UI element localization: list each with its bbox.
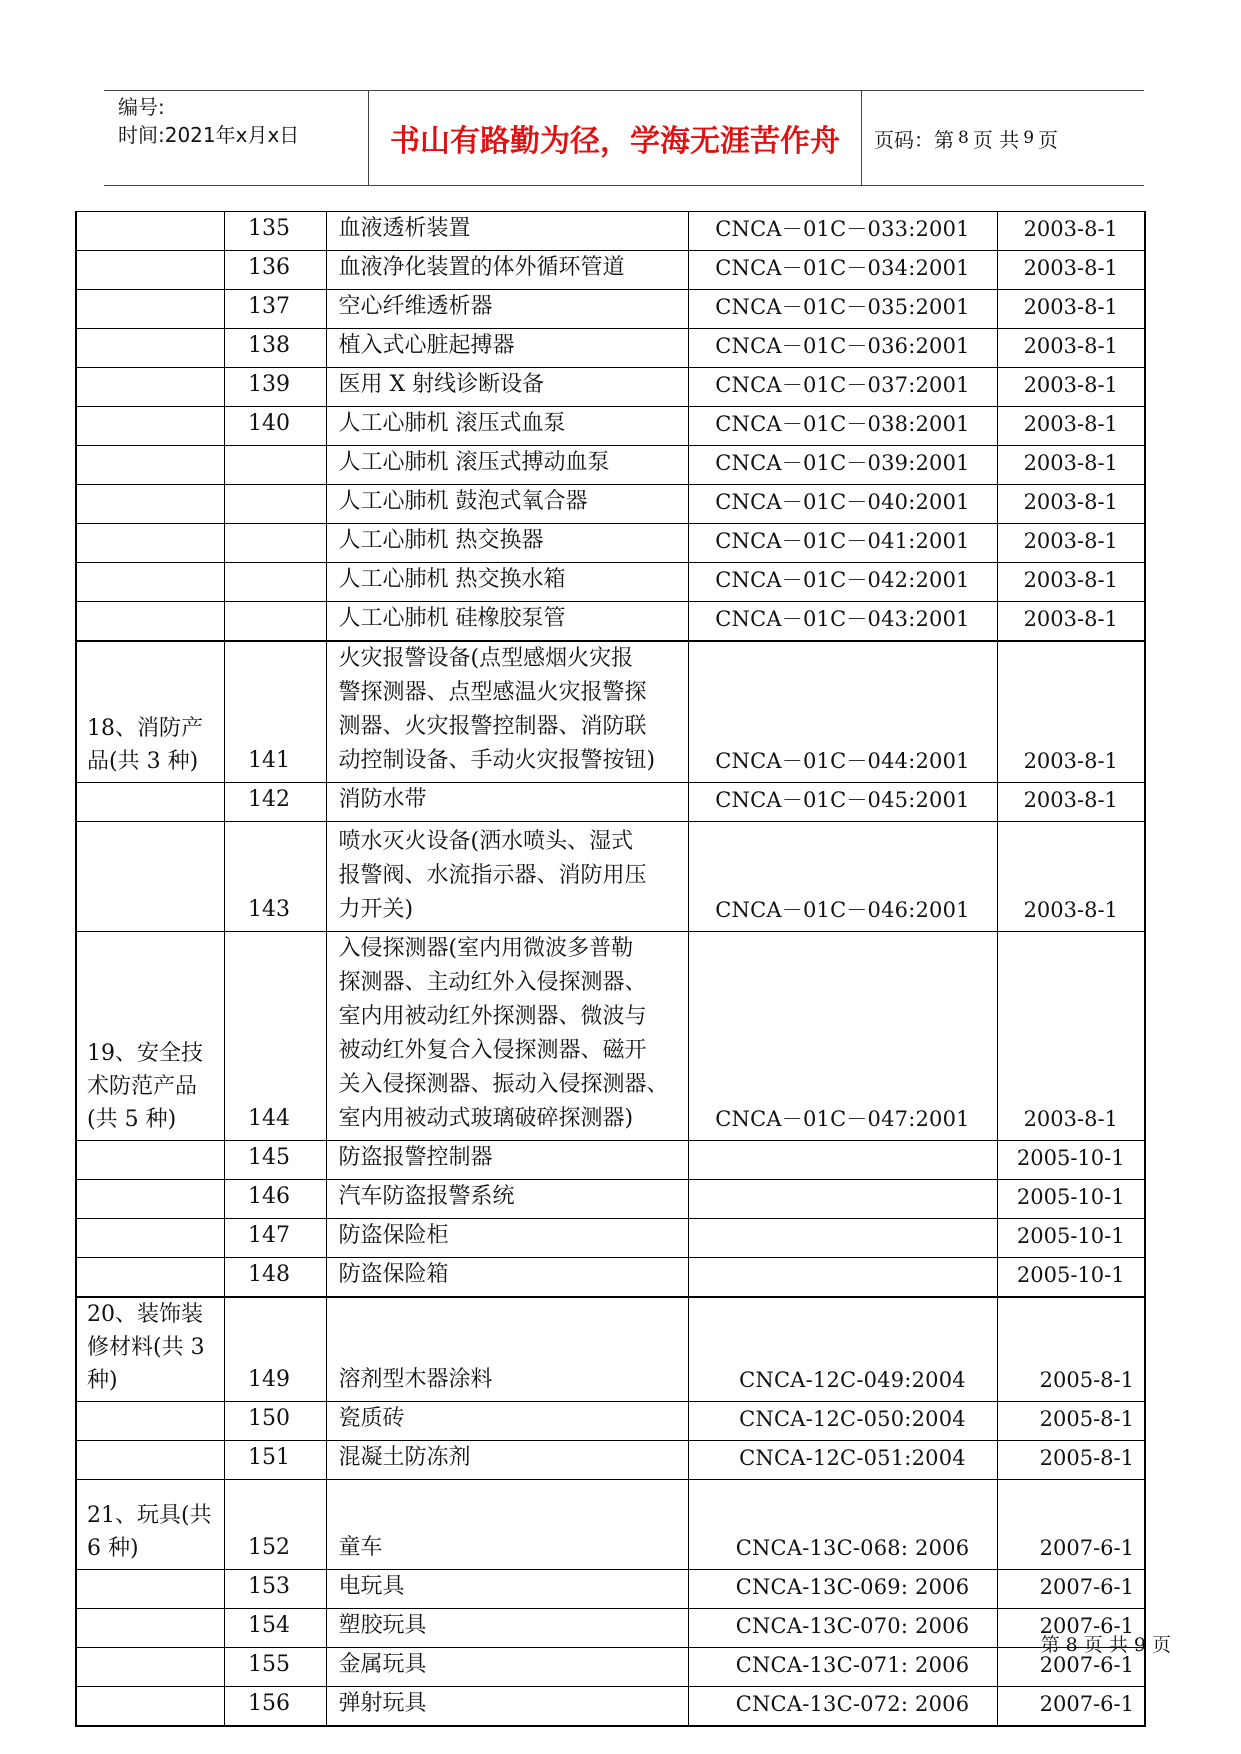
- product-name-cell: [326, 1141, 688, 1180]
- standard-code-cell: CNCA－01C－046:2001: [688, 822, 997, 932]
- table-row: [76, 1180, 1145, 1219]
- table-row: [76, 1141, 1145, 1180]
- effective-date-cell: 2007-6-1: [997, 1570, 1145, 1609]
- item-number-cell: 145: [224, 1141, 326, 1180]
- standard-code-cell: [688, 1180, 997, 1219]
- product-name-cell: [326, 1441, 688, 1480]
- product-name-cell: [326, 524, 688, 563]
- item-number-cell: 138: [224, 329, 326, 368]
- product-name-cell: [326, 1609, 688, 1648]
- product-name-line: 喷水灭火设备(洒水喷头、湿式: [338, 829, 634, 854]
- product-name-line: 植入式心脏起搏器: [338, 333, 515, 358]
- category-cell: [76, 783, 224, 822]
- product-name-line: 溶剂型木器涂料: [338, 1367, 493, 1392]
- table-row: [76, 290, 1145, 329]
- standard-code-cell: CNCA－01C－044:2001: [688, 641, 997, 783]
- category-cell: [76, 1180, 224, 1219]
- item-number-cell: 148: [224, 1258, 326, 1298]
- page-prefix: 页码：第: [874, 127, 954, 152]
- effective-date-cell: 2003-8-1: [997, 641, 1145, 783]
- standard-code-cell: CNCA－01C－042:2001: [688, 563, 997, 602]
- effective-date-cell: 2005-10-1: [997, 1219, 1145, 1258]
- table-row: [76, 446, 1145, 485]
- item-number-cell: 143: [224, 822, 326, 932]
- effective-date-cell: 2003-8-1: [997, 783, 1145, 822]
- product-name-cell: [326, 932, 688, 1141]
- product-name-cell: [326, 563, 688, 602]
- item-number-cell: [224, 524, 326, 563]
- item-number-cell: 153: [224, 1570, 326, 1609]
- table-row: [76, 1480, 1145, 1570]
- product-table: [75, 211, 1146, 1727]
- category-cell: [76, 1609, 224, 1648]
- table-row: [76, 1219, 1145, 1258]
- standard-code-cell: CNCA-13C-069: 2006: [688, 1570, 997, 1609]
- table-row: [76, 524, 1145, 563]
- standard-code-cell: CNCA－01C－039:2001: [688, 446, 997, 485]
- table-row: [76, 932, 1145, 1141]
- document-code-label: 编号:: [118, 95, 165, 119]
- category-cell: [76, 524, 224, 563]
- table-row: [76, 1648, 1145, 1687]
- effective-date-cell: 2003-8-1: [997, 446, 1145, 485]
- table-row: [76, 563, 1145, 602]
- category-cell: 20、装饰装修材料(共 3 种): [76, 1297, 224, 1402]
- page-current: 8: [958, 128, 969, 148]
- category-cell: [76, 1402, 224, 1441]
- effective-date-cell: 2007-6-1: [997, 1687, 1145, 1727]
- item-number-cell: 135: [224, 212, 326, 251]
- category-cell: [76, 212, 224, 251]
- product-name-cell: [326, 602, 688, 642]
- product-name-cell: [326, 1402, 688, 1441]
- page-header: [104, 90, 1144, 186]
- product-name-line: 火灾报警设备(点型感烟火灾报: [338, 646, 634, 671]
- item-number-cell: 149: [224, 1297, 326, 1402]
- table-row: [76, 251, 1145, 290]
- table-row: [76, 602, 1145, 642]
- category-cell: [76, 563, 224, 602]
- effective-date-cell: 2003-8-1: [997, 329, 1145, 368]
- effective-date-cell: 2003-8-1: [997, 524, 1145, 563]
- product-name-cell: [326, 1648, 688, 1687]
- standard-code-cell: CNCA－01C－037:2001: [688, 368, 997, 407]
- category-cell: [76, 1219, 224, 1258]
- standard-code-cell: CNCA-13C-070: 2006: [688, 1609, 997, 1648]
- product-name-line: 室内用被动红外探测器、微波与: [338, 1004, 647, 1029]
- standard-code-cell: CNCA-13C-072: 2006: [688, 1687, 997, 1727]
- effective-date-cell: 2003-8-1: [997, 290, 1145, 329]
- product-table-body: [76, 212, 1145, 1727]
- item-number-cell: [224, 485, 326, 524]
- category-cell: [76, 1441, 224, 1480]
- effective-date-cell: 2005-8-1: [997, 1441, 1145, 1480]
- table-row: [76, 1441, 1145, 1480]
- product-name-line: 防盗保险箱: [338, 1262, 449, 1287]
- product-name-cell: [326, 485, 688, 524]
- item-number-cell: [224, 602, 326, 642]
- category-cell: [76, 1648, 224, 1687]
- table-row: [76, 1402, 1145, 1441]
- product-name-line: 人工心肺机 热交换器: [338, 528, 544, 553]
- effective-date-cell: 2003-8-1: [997, 485, 1145, 524]
- table-row: [76, 1609, 1145, 1648]
- table-row: [76, 822, 1145, 932]
- effective-date-cell: 2003-8-1: [997, 563, 1145, 602]
- product-name-cell: [326, 212, 688, 251]
- standard-code-cell: CNCA－01C－035:2001: [688, 290, 997, 329]
- item-number-cell: 144: [224, 932, 326, 1141]
- table-row: [76, 407, 1145, 446]
- table-row: [76, 1258, 1145, 1298]
- item-number-cell: 137: [224, 290, 326, 329]
- effective-date-cell: 2005-10-1: [997, 1141, 1145, 1180]
- item-number-cell: 136: [224, 251, 326, 290]
- product-name-line: 报警阀、水流指示器、消防用压: [338, 863, 647, 888]
- standard-code-cell: CNCA-12C-050:2004: [688, 1402, 997, 1441]
- product-name-cell: [326, 1297, 688, 1402]
- product-name-line: 电玩具: [338, 1574, 405, 1599]
- product-name-line: 入侵探测器(室内用微波多普勒: [338, 936, 634, 961]
- effective-date-cell: 2007-6-1: [997, 1648, 1145, 1687]
- category-cell: 18、消防产品(共 3 种): [76, 641, 224, 783]
- product-name-line: 力开关): [338, 897, 414, 922]
- product-name-line: 消防水带: [338, 787, 427, 812]
- category-cell: [76, 446, 224, 485]
- product-name-line: 混凝土防冻剂: [338, 1445, 471, 1470]
- product-name-cell: [326, 1219, 688, 1258]
- standard-code-cell: CNCA-13C-071: 2006: [688, 1648, 997, 1687]
- product-name-line: 塑胶玩具: [338, 1613, 427, 1638]
- page-suffix: 页: [1038, 127, 1059, 152]
- product-name-line: 防盗保险柜: [338, 1223, 449, 1248]
- product-name-line: 防盗报警控制器: [338, 1145, 493, 1170]
- category-cell: [76, 602, 224, 642]
- product-name-line: 汽车防盗报警系统: [338, 1184, 515, 1209]
- product-name-cell: [326, 822, 688, 932]
- item-number-cell: 139: [224, 368, 326, 407]
- effective-date-cell: 2005-8-1: [997, 1297, 1145, 1402]
- product-name-line: 医用 X 射线诊断设备: [338, 372, 545, 397]
- product-name-cell: [326, 290, 688, 329]
- standard-code-cell: CNCA－01C－033:2001: [688, 212, 997, 251]
- product-name-line: 空心纤维透析器: [338, 294, 493, 319]
- item-number-cell: 154: [224, 1609, 326, 1648]
- item-number-cell: 155: [224, 1648, 326, 1687]
- product-name-cell: [326, 641, 688, 783]
- table-row: [76, 1297, 1145, 1402]
- product-name-line: 人工心肺机 鼓泡式氧合器: [338, 489, 588, 514]
- standard-code-cell: CNCA－01C－036:2001: [688, 329, 997, 368]
- header-meta: [118, 93, 364, 149]
- header-divider: [861, 91, 862, 185]
- table-row: [76, 368, 1145, 407]
- product-name-line: 童车: [338, 1535, 383, 1560]
- standard-code-cell: CNCA－01C－038:2001: [688, 407, 997, 446]
- item-number-cell: [224, 446, 326, 485]
- product-name-cell: [326, 446, 688, 485]
- product-name-cell: [326, 329, 688, 368]
- effective-date-cell: 2003-8-1: [997, 407, 1145, 446]
- item-number-cell: 146: [224, 1180, 326, 1219]
- product-name-line: 探测器、主动红外入侵探测器、: [338, 970, 647, 995]
- effective-date-cell: 2003-8-1: [997, 932, 1145, 1141]
- product-name-cell: [326, 1480, 688, 1570]
- product-name-line: 弹射玩具: [338, 1691, 427, 1716]
- product-name-cell: [326, 1180, 688, 1219]
- item-number-cell: 141: [224, 641, 326, 783]
- category-cell: [76, 1687, 224, 1727]
- category-cell: [76, 290, 224, 329]
- category-cell: [76, 1258, 224, 1298]
- effective-date-cell: 2003-8-1: [997, 602, 1145, 642]
- product-name-line: 人工心肺机 滚压式血泵: [338, 411, 566, 436]
- item-number-cell: 152: [224, 1480, 326, 1570]
- standard-code-cell: [688, 1141, 997, 1180]
- table-row: [76, 783, 1145, 822]
- header-motto: 书山有路勤为径，学海无涯苦作舟: [390, 124, 840, 159]
- standard-code-cell: [688, 1258, 997, 1298]
- product-name-line: 人工心肺机 滚压式搏动血泵: [338, 450, 610, 475]
- product-name-line: 瓷质砖: [338, 1406, 405, 1431]
- standard-code-cell: CNCA－01C－040:2001: [688, 485, 997, 524]
- table-row: [76, 641, 1145, 783]
- effective-date-cell: 2003-8-1: [997, 212, 1145, 251]
- effective-date-cell: 2005-10-1: [997, 1180, 1145, 1219]
- category-cell: [76, 1570, 224, 1609]
- item-number-cell: 147: [224, 1219, 326, 1258]
- category-cell: [76, 251, 224, 290]
- category-cell: 19、安全技术防范产品(共 5 种): [76, 932, 224, 1141]
- standard-code-cell: CNCA－01C－045:2001: [688, 783, 997, 822]
- effective-date-cell: 2007-6-1: [997, 1480, 1145, 1570]
- standard-code-cell: CNCA－01C－047:2001: [688, 932, 997, 1141]
- product-name-line: 血液透析装置: [338, 216, 471, 241]
- effective-date-cell: 2003-8-1: [997, 822, 1145, 932]
- product-name-line: 金属玩具: [338, 1652, 427, 1677]
- product-name-cell: [326, 368, 688, 407]
- table-row: [76, 212, 1145, 251]
- product-name-cell: [326, 1258, 688, 1298]
- product-name-line: 血液净化装置的体外循环管道: [338, 255, 625, 280]
- effective-date-cell: 2005-8-1: [997, 1402, 1145, 1441]
- product-name-line: 警探测器、点型感温火灾报警探: [338, 680, 647, 705]
- product-name-line: 人工心肺机 硅橡胶泵管: [338, 606, 566, 631]
- category-cell: [76, 407, 224, 446]
- standard-code-cell: [688, 1219, 997, 1258]
- category-cell: [76, 1141, 224, 1180]
- category-cell: [76, 485, 224, 524]
- product-name-line: 关入侵探测器、振动入侵探测器、: [338, 1072, 669, 1097]
- header-page-indicator: [874, 91, 1058, 185]
- table-row: [76, 1570, 1145, 1609]
- product-name-cell: [326, 1570, 688, 1609]
- page-footer: 第 8 页 共 9 页: [1040, 1634, 1171, 1656]
- document-time: 时间:2021年x月x日: [118, 123, 300, 147]
- item-number-cell: 156: [224, 1687, 326, 1727]
- effective-date-cell: 2007-6-1: [997, 1609, 1145, 1648]
- item-number-cell: 142: [224, 783, 326, 822]
- item-number-cell: 140: [224, 407, 326, 446]
- standard-code-cell: CNCA-12C-049:2004: [688, 1297, 997, 1402]
- table-row: [76, 485, 1145, 524]
- effective-date-cell: 2003-8-1: [997, 368, 1145, 407]
- category-cell: [76, 822, 224, 932]
- standard-code-cell: CNCA－01C－034:2001: [688, 251, 997, 290]
- category-cell: [76, 329, 224, 368]
- product-name-cell: [326, 407, 688, 446]
- page-mid: 页 共: [972, 127, 1020, 152]
- standard-code-cell: CNCA-13C-068: 2006: [688, 1480, 997, 1570]
- product-name-cell: [326, 783, 688, 822]
- item-number-cell: [224, 563, 326, 602]
- product-name-cell: [326, 251, 688, 290]
- effective-date-cell: 2005-10-1: [997, 1258, 1145, 1298]
- product-name-line: 测器、火灾报警控制器、消防联: [338, 714, 647, 739]
- standard-code-cell: CNCA－01C－043:2001: [688, 602, 997, 642]
- category-cell: [76, 368, 224, 407]
- product-name-line: 动控制设备、手动火灾报警按钮): [338, 748, 656, 773]
- product-name-line: 人工心肺机 热交换水箱: [338, 567, 566, 592]
- category-cell: 21、玩具(共 6 种): [76, 1480, 224, 1570]
- product-name-line: 被动红外复合入侵探测器、磁开: [338, 1038, 647, 1063]
- effective-date-cell: 2003-8-1: [997, 251, 1145, 290]
- table-row: [76, 329, 1145, 368]
- standard-code-cell: CNCA－01C－041:2001: [688, 524, 997, 563]
- item-number-cell: 151: [224, 1441, 326, 1480]
- standard-code-cell: CNCA-12C-051:2004: [688, 1441, 997, 1480]
- product-name-line: 室内用被动式玻璃破碎探测器): [338, 1106, 634, 1131]
- item-number-cell: 150: [224, 1402, 326, 1441]
- page-total: 9: [1023, 128, 1035, 148]
- table-row: [76, 1687, 1145, 1727]
- product-name-cell: [326, 1687, 688, 1727]
